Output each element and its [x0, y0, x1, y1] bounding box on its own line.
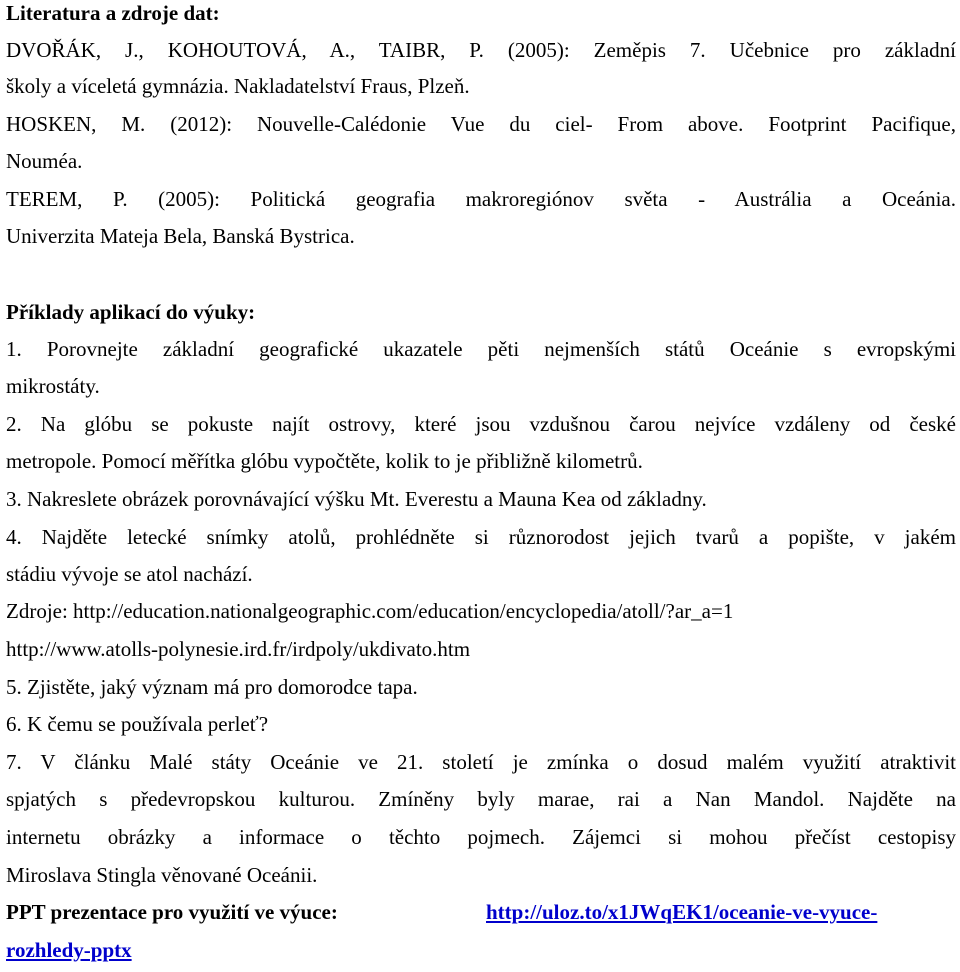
example-line: metropole. Pomocí měřítka glóbu vypočtěte, kolik to je přibližně kilometrů.: [6, 449, 643, 473]
example-line: internetu obrázky a informace o těchto pojmech. Zájemci si mohou přečíst cestopisy: [6, 825, 956, 849]
examples-heading: Příklady aplikací do výuky:: [6, 300, 256, 324]
example-line: Miroslava Stingla věnované Oceánii.: [6, 863, 318, 887]
ppt-link[interactable]: http://uloz.to/x1JWqEK1/oceanie-ve-vyuce-: [486, 900, 878, 924]
source-url-line: Zdroje: http://education.nationalgeographic.com/education/encyclopedia/atoll/?ar_a=1: [6, 599, 734, 623]
example-line: 1. Porovnejte základní geografické ukazatele pěti nejmenších států Oceánie s evropskými: [6, 337, 956, 361]
example-line: spjatých s předevropskou kulturou. Zmíněny byly marae, rai a Nan Mandol. Najděte na: [6, 787, 956, 811]
reference-line: DVOŘÁK, J., KOHOUTOVÁ, A., TAIBR, P. (2005): Zeměpis 7. Učebnice pro základní: [6, 38, 956, 62]
ppt-label: PPT prezentace pro využití ve výuce:: [6, 900, 338, 924]
example-line: 5. Zjistěte, jaký význam má pro domorodce tapa.: [6, 675, 418, 699]
example-line: mikrostáty.: [6, 374, 100, 398]
reference-line: Univerzita Mateja Bela, Banská Bystrica.: [6, 224, 355, 248]
example-line: 7. V článku Malé státy Oceánie ve 21. století je zmínka o dosud malém využití atraktivit: [6, 750, 956, 774]
reference-line: TEREM, P. (2005): Politická geografia makroregiónov světa - Austrália a Oceánia.: [6, 187, 956, 211]
example-line: 3. Nakreslete obrázek porovnávající výšku Mt. Everestu a Mauna Kea od základny.: [6, 487, 707, 511]
example-line: 2. Na glóbu se pokuste najít ostrovy, které jsou vzdušnou čarou nejvíce vzdáleny od české: [6, 412, 956, 436]
references-heading: Literatura a zdroje dat:: [6, 1, 220, 25]
example-line: 4. Najděte letecké snímky atolů, prohlédněte si různorodost jejich tvarů a popište, v jakém: [6, 525, 956, 549]
example-line: 6. K čemu se používala perleť?: [6, 712, 269, 736]
ppt-link-continued[interactable]: rozhledy-pptx: [6, 938, 132, 962]
reference-line: školy a víceletá gymnázia. Nakladatelství Fraus, Plzeň.: [6, 74, 470, 98]
source-url-line: http://www.atolls-polynesie.ird.fr/irdpoly/ukdivato.htm: [6, 637, 471, 661]
reference-line: HOSKEN, M. (2012): Nouvelle-Calédonie Vue du ciel- From above. Footprint Pacifique,: [6, 112, 956, 136]
reference-line: Nouméa.: [6, 149, 83, 173]
example-line: stádiu vývoje se atol nachází.: [6, 562, 253, 586]
